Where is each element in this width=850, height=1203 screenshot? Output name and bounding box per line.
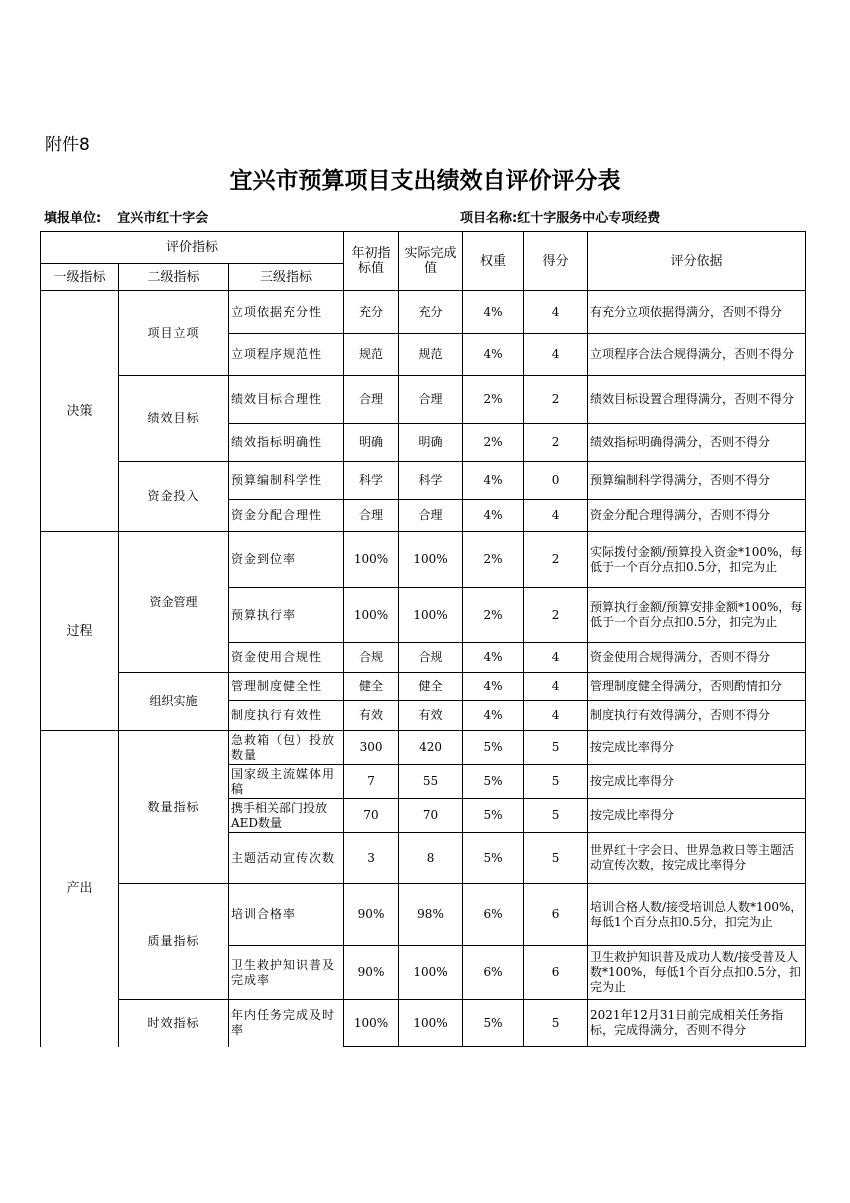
table-row [41,884,806,946]
actual-cell: 98% [399,884,463,946]
level3-cell: 资金使用合规性 [229,643,344,673]
basis-cell: 立项程序合法合规得满分，否则不得分 [588,334,806,376]
score-cell: 4 [524,673,588,701]
score-cell: 6 [524,946,588,1000]
level2-org-impl: 组织实施 [119,673,229,731]
target-cell: 7 [344,765,399,799]
header-indicators: 评价指标 [41,232,344,264]
level2-fund-input: 资金投入 [119,462,229,532]
score-cell: 6 [524,884,588,946]
target-cell: 300 [344,731,399,765]
page-title: 宜兴市预算项目支出绩效自评价评分表 [229,167,621,194]
actual-cell: 100% [399,946,463,1000]
level1-decision: 决策 [41,291,119,532]
score-table [40,231,806,1047]
basis-cell: 制度执行有效得满分，否则不得分 [588,701,806,731]
basis-cell: 管理制度健全得满分，否则酌情扣分 [588,673,806,701]
table-row [41,731,806,765]
actual-cell: 合理 [399,500,463,532]
score-cell: 2 [524,532,588,588]
level1-process: 过程 [41,532,119,731]
level3-cell: 预算编制科学性 [229,462,344,500]
score-cell: 5 [524,765,588,799]
header-score: 得分 [524,232,588,291]
score-cell: 2 [524,376,588,424]
target-cell: 充分 [344,291,399,334]
level3-cell: 主题活动宣传次数 [229,833,344,884]
header-row-1 [41,232,806,264]
level1-output: 产出 [41,731,119,1047]
basis-cell: 2021年12月31日前完成相关任务指标，完成得满分，否则不得分 [588,1000,806,1047]
actual-cell: 明确 [399,424,463,462]
target-cell: 90% [344,946,399,1000]
reporting-unit [44,207,208,226]
actual-cell: 科学 [399,462,463,500]
table-row [41,291,806,334]
level3-cell: 管理制度健全性 [229,673,344,701]
actual-cell: 合规 [399,643,463,673]
level2-quality: 质量指标 [119,884,229,1000]
weight-cell: 4% [463,701,524,731]
project-name-value: 红十字服务中心专项经费 [517,211,661,226]
level3-cell: 立项依据充分性 [229,291,344,334]
level3-cell: 卫生救护知识普及完成率 [229,946,344,1000]
actual-cell: 充分 [399,291,463,334]
basis-cell: 实际拨付金额/预算投入资金*100%，每低于一个百分点扣0.5分，扣完为止 [588,532,806,588]
target-cell: 科学 [344,462,399,500]
weight-cell: 4% [463,291,524,334]
weight-cell: 5% [463,765,524,799]
level3-cell: 培训合格率 [229,884,344,946]
actual-cell: 100% [399,1000,463,1047]
actual-cell: 规范 [399,334,463,376]
table-row [41,532,806,588]
score-cell: 5 [524,799,588,833]
actual-cell: 8 [399,833,463,884]
basis-cell: 按完成比率得分 [588,765,806,799]
attachment-label: 附件8 [45,135,90,155]
basis-cell: 有充分立项依据得满分，否则不得分 [588,291,806,334]
actual-cell: 420 [399,731,463,765]
actual-cell: 70 [399,799,463,833]
level3-cell: 资金分配合理性 [229,500,344,532]
target-cell: 100% [344,1000,399,1047]
actual-cell: 100% [399,532,463,588]
actual-cell: 55 [399,765,463,799]
score-cell: 5 [524,731,588,765]
table-row [41,673,806,701]
basis-cell: 预算执行金额/预算安排金额*100%，每低于一个百分点扣0.5分，扣完为止 [588,588,806,643]
header-level1: 一级指标 [41,264,119,291]
table-row [41,462,806,500]
score-cell: 4 [524,291,588,334]
target-cell: 合理 [344,500,399,532]
score-cell: 5 [524,833,588,884]
target-cell: 有效 [344,701,399,731]
level3-cell: 国家级主流媒体用稿 [229,765,344,799]
level3-cell: 绩效目标合理性 [229,376,344,424]
weight-cell: 5% [463,799,524,833]
target-cell: 90% [344,884,399,946]
target-cell: 100% [344,588,399,643]
level3-cell: 制度执行有效性 [229,701,344,731]
score-cell: 5 [524,1000,588,1047]
weight-cell: 4% [463,334,524,376]
reporting-unit-value: 宜兴市红十字会 [117,211,209,226]
basis-cell: 绩效指标明确得满分，否则不得分 [588,424,806,462]
score-cell: 4 [524,701,588,731]
header-level2: 二级指标 [119,264,229,291]
target-cell: 合规 [344,643,399,673]
level3-cell: 携手相关部门投放AED数量 [229,799,344,833]
actual-cell: 有效 [399,701,463,731]
target-cell: 健全 [344,673,399,701]
actual-cell: 100% [399,588,463,643]
target-cell: 规范 [344,334,399,376]
header-level3: 三级指标 [229,264,344,291]
level3-cell: 预算执行率 [229,588,344,643]
basis-cell: 资金分配合理得满分，否则不得分 [588,500,806,532]
basis-cell: 按完成比率得分 [588,799,806,833]
level2-project-setup: 项目立项 [119,291,229,376]
project-name-label: 项目名称: [460,211,518,226]
project-name [460,207,660,226]
target-cell: 100% [344,532,399,588]
header-actual: 实际完成值 [399,232,463,291]
target-cell: 合理 [344,376,399,424]
weight-cell: 4% [463,673,524,701]
basis-cell: 按完成比率得分 [588,731,806,765]
weight-cell: 5% [463,731,524,765]
weight-cell: 5% [463,833,524,884]
score-cell: 2 [524,588,588,643]
level3-cell: 资金到位率 [229,532,344,588]
score-cell: 2 [524,424,588,462]
score-cell: 0 [524,462,588,500]
weight-cell: 4% [463,462,524,500]
weight-cell: 6% [463,946,524,1000]
weight-cell: 5% [463,1000,524,1047]
basis-cell: 世界红十字会日、世界急救日等主题活动宣传次数，按完成比率得分 [588,833,806,884]
basis-cell: 资金使用合规得满分，否则不得分 [588,643,806,673]
target-cell: 3 [344,833,399,884]
level2-perf-target: 绩效目标 [119,376,229,462]
weight-cell: 2% [463,532,524,588]
level3-cell: 立项程序规范性 [229,334,344,376]
level3-cell: 年内任务完成及时率 [229,1000,344,1047]
score-cell: 4 [524,500,588,532]
actual-cell: 合理 [399,376,463,424]
weight-cell: 6% [463,884,524,946]
table-row [41,376,806,424]
basis-cell: 卫生救护知识普及成功人数/接受普及人数*100%，每低1个百分点扣0.5分，扣完为止 [588,946,806,1000]
weight-cell: 4% [463,643,524,673]
basis-cell: 培训合格人数/接受培训总人数*100%，每低1个百分点扣0.5分，扣完为止 [588,884,806,946]
table-row [41,1000,806,1047]
level2-quantity: 数量指标 [119,731,229,884]
weight-cell: 2% [463,376,524,424]
weight-cell: 2% [463,588,524,643]
score-cell: 4 [524,643,588,673]
level2-fund-mgmt: 资金管理 [119,532,229,673]
weight-cell: 2% [463,424,524,462]
actual-cell: 健全 [399,673,463,701]
level2-timeliness: 时效指标 [119,1000,229,1047]
header-weight: 权重 [463,232,524,291]
target-cell: 明确 [344,424,399,462]
header-basis: 评分依据 [588,232,806,291]
basis-cell: 预算编制科学得满分，否则不得分 [588,462,806,500]
reporting-unit-label: 填报单位: [44,211,102,226]
basis-cell: 绩效目标设置合理得满分，否则不得分 [588,376,806,424]
level3-cell: 绩效指标明确性 [229,424,344,462]
target-cell: 70 [344,799,399,833]
weight-cell: 4% [463,500,524,532]
header-target: 年初指标值 [344,232,399,291]
level3-cell: 急救箱（包）投放数量 [229,731,344,765]
score-cell: 4 [524,334,588,376]
